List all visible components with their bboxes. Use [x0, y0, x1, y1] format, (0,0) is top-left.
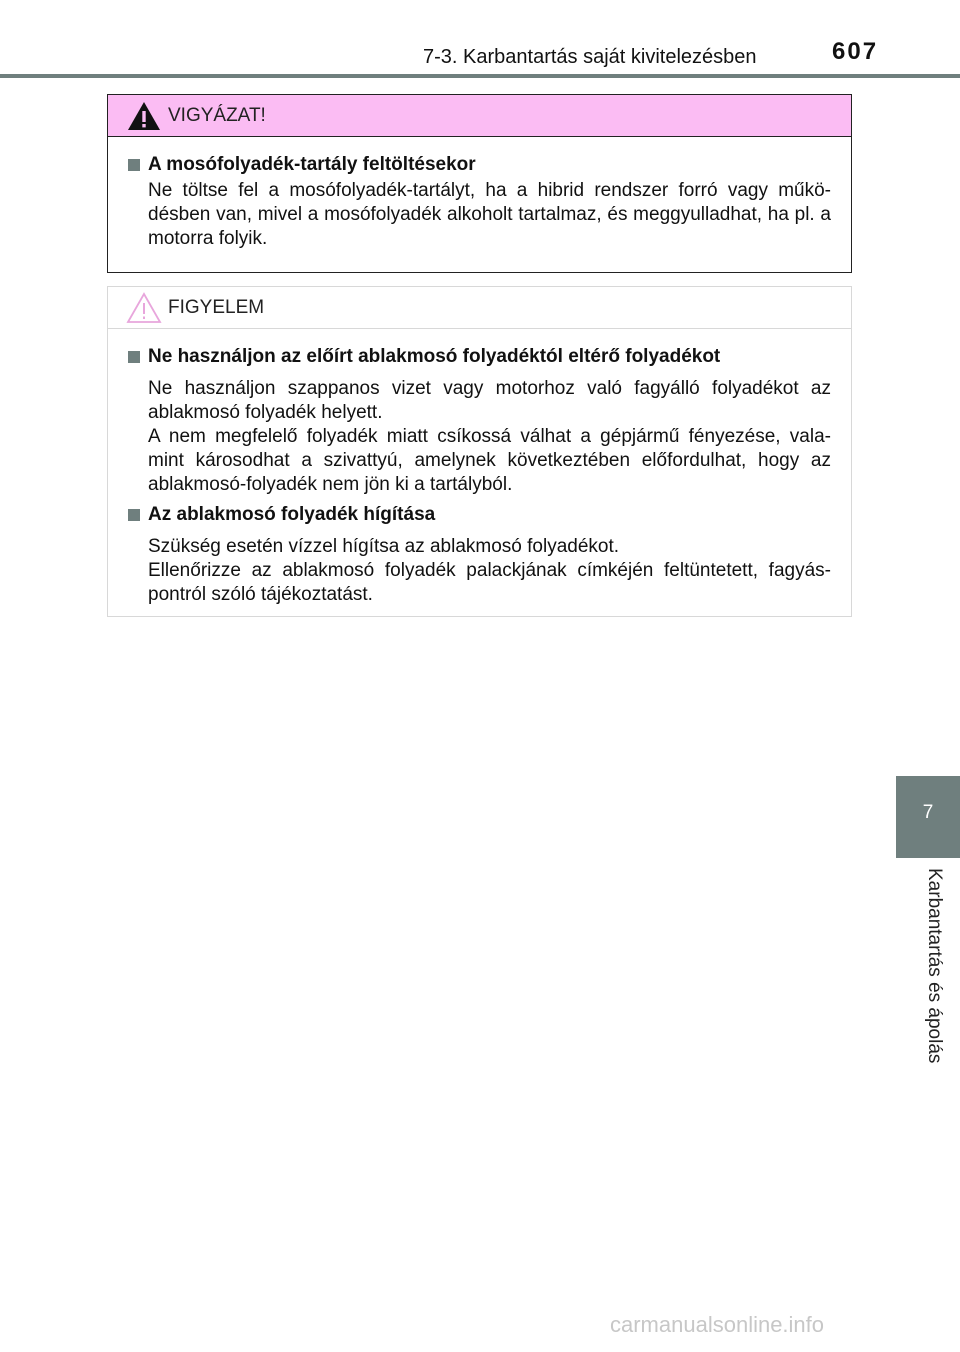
caution-item-title-text: A mosófolyadék-tartály feltöltésekor	[148, 154, 476, 175]
caution-item-text: Ne töltse fel a mosófolyadék-tartályt, ha a hibrid rendszer forró vagy műkö- désben van, mivel a mosófolyadék alkoholt tartalmaz, és meggyulladhat, ha pl. a motorra folyik.	[148, 180, 831, 249]
notice-item-text: A nem megfelelő folyadék miatt csíkossá válhat a gépjármű fényezése, vala- mint károsodhat a szivattyú, amelynek következtében előfordulhat, hogy az ablakmosó-folyadék nem jön ki a tartályból.	[148, 426, 831, 495]
chapter-label: Karbantartás és ápolás	[924, 868, 945, 1064]
caution-box	[107, 94, 852, 273]
warning-triangle-filled-icon	[126, 100, 162, 132]
page-number: 607	[832, 38, 879, 65]
notice-item-text: Szükség esetén vízzel hígítsa az ablakmosó folyadékot.	[148, 536, 620, 557]
chapter-label-wrap	[905, 868, 945, 1078]
page-header	[0, 0, 960, 80]
square-bullet-icon	[128, 351, 140, 363]
watermark: carmanualsonline.info	[610, 1312, 825, 1337]
warning-triangle-outline-icon	[126, 292, 162, 324]
notice-item-text: Ne használjon szappanos vizet vagy motorhoz való fagyálló folyadékot az ablakmosó folyadék helyett.	[148, 378, 831, 423]
caution-label: VIGYÁZAT!	[168, 105, 266, 126]
caution-body	[108, 137, 851, 251]
square-bullet-icon	[128, 509, 140, 521]
notice-label: FIGYELEM	[168, 297, 265, 318]
caution-header	[108, 95, 851, 137]
notice-item-title	[128, 345, 831, 369]
notice-item-title-text: Az ablakmosó folyadék hígítása	[148, 504, 436, 525]
notice-header	[108, 287, 851, 329]
notice-box	[107, 286, 852, 617]
chapter-number: 7	[922, 802, 934, 823]
chapter-tab	[896, 776, 960, 858]
notice-item-text: Ellenőrizze az ablakmosó folyadék palackjának címkéjén feltüntetett, fagyás- pontról szóló tájékoztatást.	[148, 560, 831, 605]
caution-item-title	[128, 153, 831, 177]
notice-body	[108, 329, 851, 607]
square-bullet-icon	[128, 159, 140, 171]
section-title: 7-3. Karbantartás saját kivitelezésben	[423, 46, 757, 68]
header-rule	[0, 74, 960, 78]
notice-item-title	[128, 503, 831, 527]
notice-item-title-text: Ne használjon az előírt ablakmosó folyadéktól eltérő folyadékot	[148, 346, 721, 367]
